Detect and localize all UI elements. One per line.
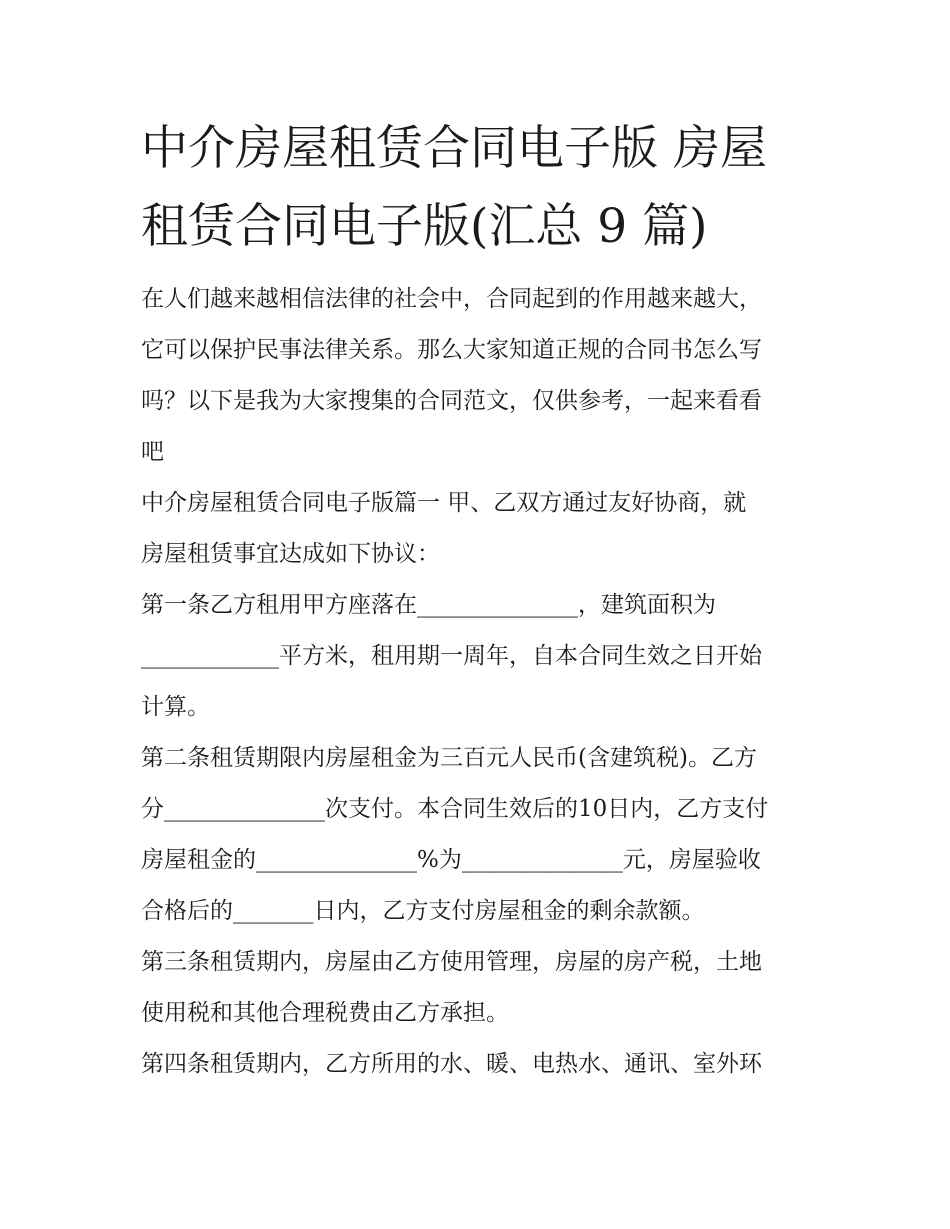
title-line-1: 中介房屋租赁合同电子版 房屋 <box>141 121 767 176</box>
paragraph-article-2 <box>141 733 813 937</box>
paragraph-intro <box>141 274 813 478</box>
text-line: 房屋租赁事宜达成如下协议： <box>141 541 440 567</box>
text-line: 它可以保护民事法律关系。那么大家知道正规的合同书怎么写 <box>141 337 762 363</box>
text-line: 分______________次支付。本合同生效后的10日内，乙方支付 <box>141 796 769 822</box>
text-line: 房屋租金的______________%为______________元，房屋验收 <box>141 847 761 873</box>
title-line-2: 租赁合同电子版(汇总 9 篇) <box>141 199 708 254</box>
paragraph-article-4 <box>141 1039 813 1090</box>
text-line: 使用税和其他合理税费由乙方承担。 <box>141 1000 509 1026</box>
document-title <box>141 110 813 266</box>
paragraph-article-3 <box>141 937 813 1039</box>
text-line: 合格后的_______日内，乙方支付房屋租金的剩余款额。 <box>141 898 705 924</box>
text-line: 第四条租赁期内，乙方所用的水、暖、电热水、通讯、室外环 <box>141 1051 762 1077</box>
text-line: 第一条乙方租用甲方座落在______________，建筑面积为 <box>141 592 716 618</box>
document-body <box>141 274 813 1090</box>
paragraph-section-heading <box>141 478 813 580</box>
text-line: 吗？以下是我为大家搜集的合同范文，仅供参考，一起来看看 <box>141 388 762 414</box>
text-line: 中介房屋租赁合同电子版篇一 甲、乙双方通过友好协商，就 <box>141 490 747 516</box>
document-page <box>141 110 813 1090</box>
text-line: ____________平方米，租用期一周年，自本合同生效之日开始 <box>141 643 762 669</box>
text-line: 第二条租赁期限内房屋租金为三百元人民币(含建筑税)。乙方 <box>141 745 757 771</box>
text-line: 吧 <box>141 439 164 465</box>
paragraph-article-1 <box>141 580 813 733</box>
text-line: 在人们越来越相信法律的社会中，合同起到的作用越来越大， <box>141 286 762 312</box>
text-line: 计算。 <box>141 694 210 720</box>
text-line: 第三条租赁期内，房屋由乙方使用管理，房屋的房产税，土地 <box>141 949 762 975</box>
